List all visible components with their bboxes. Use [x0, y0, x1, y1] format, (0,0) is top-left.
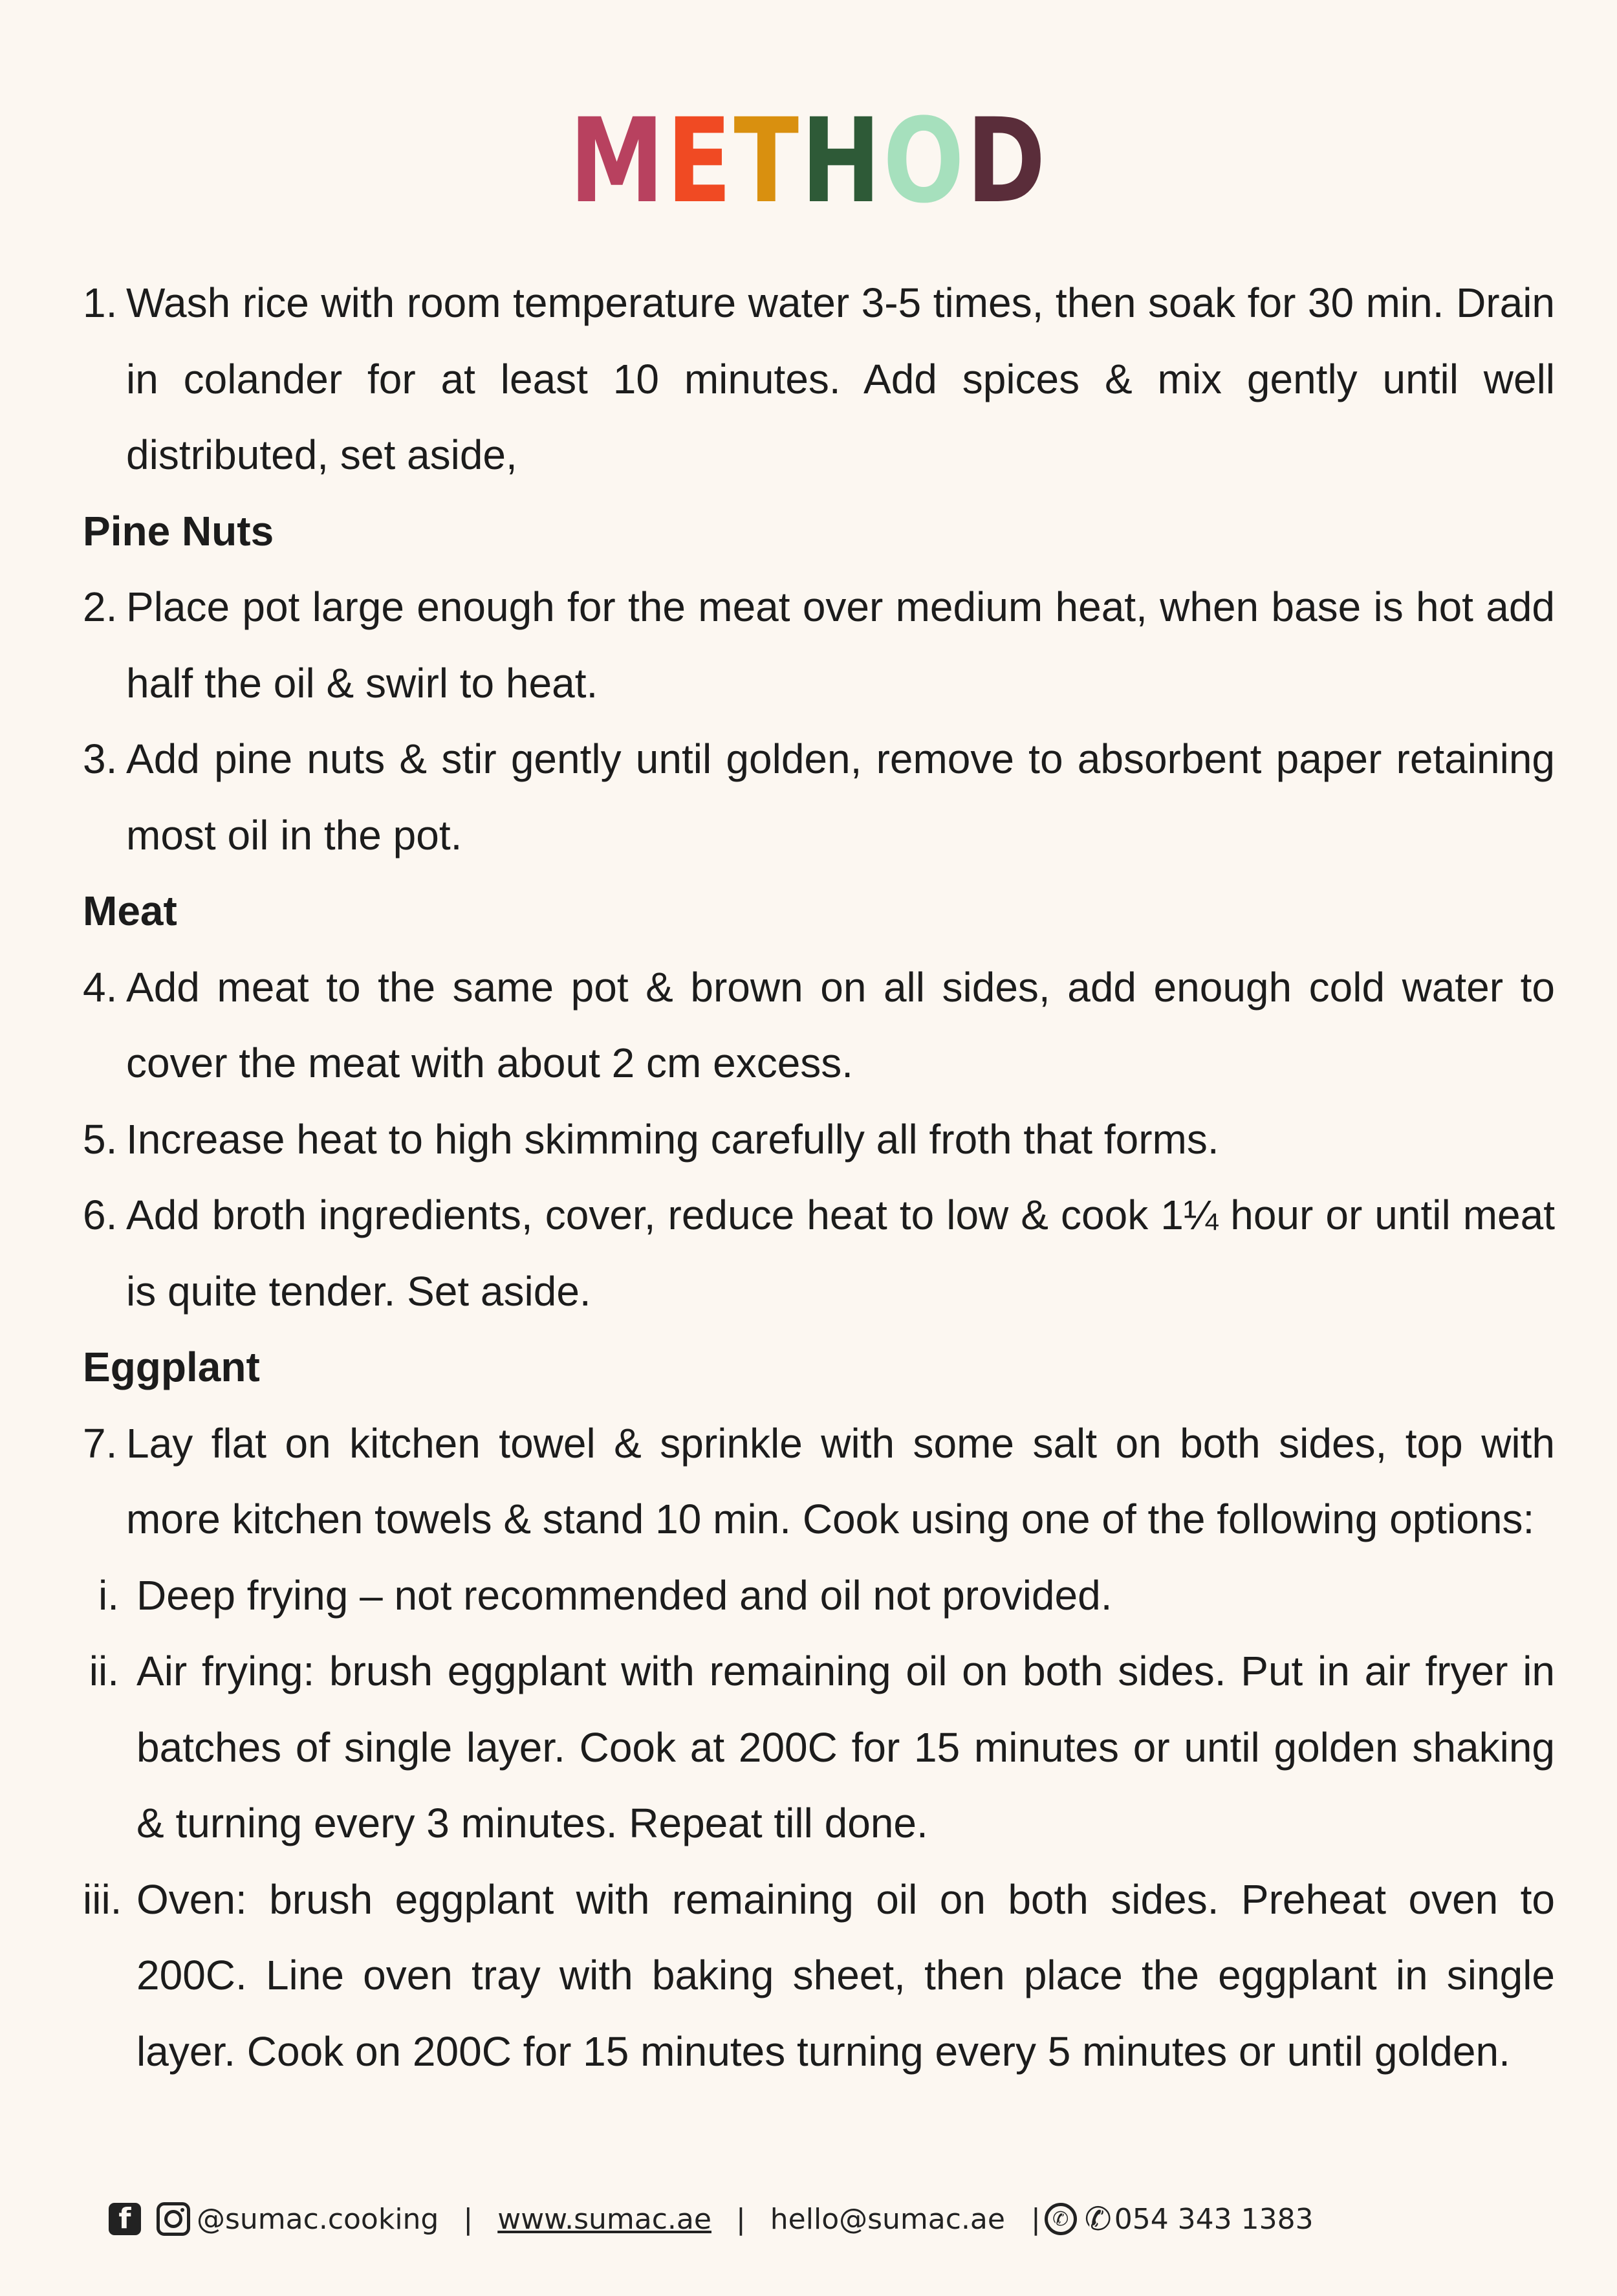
whatsapp-icon[interactable]: ✆	[1045, 2203, 1077, 2235]
step-text: Add meat to the same pot & brown on all sides, add enough cold water to cover the meat with about 2 cm excess.	[126, 963, 1555, 1086]
method-step	[83, 1406, 1555, 1558]
step-text: Lay flat on kitchen towel & sprinkle with some salt on both sides, top with more kitchen towels & stand 10 min. Cook using one of the following options:	[126, 1419, 1555, 1542]
step-text: Place pot large enough for the meat over medium heat, when base is hot add half the oil & swirl to heat.	[126, 584, 1555, 706]
section-heading: Eggplant	[83, 1344, 260, 1390]
section-heading: Meat	[83, 888, 177, 934]
step-text: Increase heat to high skimming carefully all froth that forms.	[126, 1115, 1219, 1163]
phone-number[interactable]: 054 343 1383	[1114, 2202, 1314, 2236]
title-letter: O	[883, 94, 967, 229]
sub-step	[83, 1862, 1555, 2090]
method-step	[83, 569, 1555, 721]
sub-step	[83, 1634, 1555, 1862]
step-number: 5.	[83, 1115, 118, 1163]
step-number: 4.	[83, 963, 118, 1011]
step-number: ii.	[89, 1648, 119, 1694]
sub-step	[83, 1558, 1555, 1634]
email-link[interactable]: hello@sumac.ae	[770, 2202, 1005, 2236]
method-step	[83, 1177, 1555, 1329]
title-letter: M	[569, 94, 667, 229]
step-text: Oven: brush eggplant with remaining oil on both sides. Preheat oven to 200C. Line oven tray with baking sheet, then place the eggplant in single layer. Cook on 200C for 15 minutes turning every 5 minutes or until golden.	[136, 1875, 1555, 2075]
step-text: Add broth ingredients, cover, reduce heat to low & cook 1¼ hour or until meat is quite tender. Set aside.	[126, 1192, 1555, 1315]
title-letter: D	[966, 94, 1048, 229]
instagram-icon[interactable]	[157, 2202, 190, 2236]
title-letter: H	[801, 94, 884, 229]
separator: |	[1030, 2202, 1041, 2236]
footer	[109, 2193, 1532, 2245]
step-number: 2.	[83, 584, 118, 630]
step-number: iii.	[83, 1875, 122, 1923]
section-heading: Pine Nuts	[83, 507, 274, 554]
step-text: Add pine nuts & stir gently until golden, remove to absorbent paper retaining most oil in the pot.	[126, 736, 1555, 858]
separator: |	[735, 2202, 746, 2236]
step-number: 1.	[83, 279, 118, 326]
website-link[interactable]: www.sumac.ae	[497, 2202, 711, 2236]
step-number: 6.	[83, 1192, 118, 1238]
social-handle[interactable]: @sumac.cooking	[197, 2202, 439, 2236]
facebook-icon[interactable]: f	[109, 2203, 141, 2235]
step-text: Wash rice with room temperature water 3-5 times, then soak for 30 min. Drain in colander for at least 10 minutes. Add spices & mix gently until well distributed, set aside,	[126, 279, 1555, 478]
method-step	[83, 1102, 1555, 1178]
step-text: Deep frying – not recommended and oil not provided.	[136, 1571, 1112, 1619]
title-letter: T	[733, 94, 801, 229]
step-text: Air frying: brush eggplant with remaining oil on both sides. Put in air fryer in batches of single layer. Cook at 200C for 15 minutes or until golden shaking & turning every 3 minutes. Repeat till done.	[136, 1648, 1555, 1846]
separator: |	[463, 2202, 473, 2236]
page-title	[146, 94, 1471, 229]
step-number: 7.	[83, 1419, 118, 1467]
step-number: 3.	[83, 736, 118, 782]
step-number: i.	[98, 1571, 119, 1619]
phone-icon: ✆	[1084, 2200, 1112, 2238]
method-step	[83, 265, 1555, 494]
method-content	[83, 265, 1555, 2090]
method-step	[83, 721, 1555, 873]
method-step	[83, 950, 1555, 1102]
title-letter: E	[666, 94, 734, 229]
